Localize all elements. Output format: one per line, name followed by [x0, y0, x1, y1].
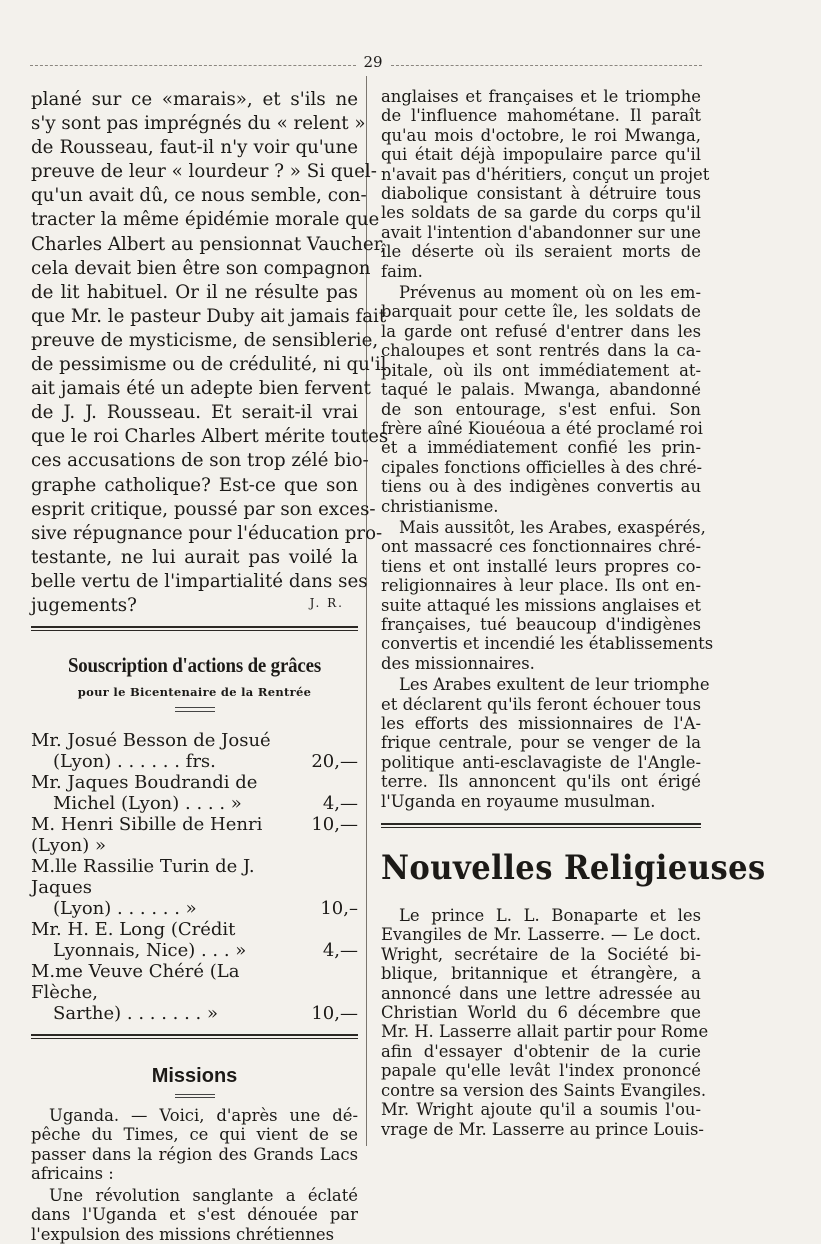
page-header [30, 53, 702, 72]
text-line: Christian World du 6 décembre que [381, 1003, 701, 1023]
subscription-entry [31, 793, 358, 814]
text-line: ces accusations de son trop zélé bio- [31, 450, 369, 472]
text-line: frère aîné Kiouéoua a été proclamé roi [381, 418, 703, 438]
right-column [381, 87, 766, 1139]
missions-paragraph [31, 1186, 358, 1244]
text-line: de J. J. Rousseau. Et serait-il vrai [31, 402, 358, 424]
header-rule-right [391, 65, 702, 66]
section-rule [381, 823, 701, 828]
uganda-paragraph-2 [381, 283, 701, 516]
text-line: ait jamais été un adepte bien fervent [31, 378, 371, 400]
text-line: Une révolution sanglante a éclaté [49, 1185, 358, 1205]
subscription-entry [31, 940, 358, 961]
text-line: les efforts des missionnaires de l'A- [381, 714, 701, 733]
text-line: dans l'Uganda et s'est dénouée par [31, 1205, 358, 1225]
text-line: papale qu'elle levât l'index prononcé [381, 1061, 701, 1081]
text-line: de pessimisme ou de crédulité, ni qu'il [31, 354, 387, 376]
text-line: religionnaires à leur place. Ils ont en- [381, 576, 701, 596]
subscription-list [31, 730, 358, 1024]
text-line: convertis et incendié les établissements [381, 634, 714, 654]
subscription-entry [31, 814, 358, 856]
text-line: taqué le palais. Mwanga, abandonné [381, 380, 701, 400]
subscription-entry [31, 919, 358, 940]
text-line: politique anti-esclavagiste de l'Angle- [381, 752, 701, 772]
left-column [31, 88, 389, 1244]
subscriber-name: M.me Veuve Chéré (La Flèche, [31, 961, 240, 1004]
text-line: belle vertu de l'impartialité dans ses [31, 570, 368, 592]
text-line: anglaises et françaises et le triomphe [381, 87, 701, 106]
text-line: de l'influence mahométane. Il paraît [381, 106, 701, 126]
article-continuation [31, 88, 389, 618]
text-line: s'y sont pas imprégnés du « relent » [31, 113, 366, 135]
news-paragraph [381, 906, 709, 1139]
text-line: terre. Ils annoncent qu'ils ont érigé [381, 772, 701, 792]
text-line: les soldats de sa garde du corps qu'il [381, 203, 701, 223]
text-line: vrage de Mr. Lasserre au prince Louis- [381, 1119, 704, 1139]
subscriber-name: M.lle Rassilie Turin de J. Jaques [31, 856, 255, 899]
subscriber-name: Mr. Jaques Boudrandi de [31, 772, 258, 794]
text-line: et a immédiatement confié les prin- [381, 438, 701, 458]
subscription-subheading: pour le Bicentenaire de la Rentrée [77, 685, 312, 700]
text-line: esprit critique, poussé par son exces- [31, 498, 376, 520]
uganda-paragraph-1 [381, 87, 710, 281]
text-line: qui était déjà impopulaire parce qu'il [381, 145, 701, 165]
subscriber-name: Michel (Lyon) . . . . » [53, 793, 242, 815]
subscription-amount: 10,– [320, 898, 358, 920]
text-line: que Mr. le pasteur Duby ait jamais fait [31, 305, 387, 327]
subscription-entry [31, 751, 358, 772]
text-line: plané sur ce «marais», et s'ils ne [31, 89, 358, 110]
uganda-paragraph-3 [381, 517, 714, 673]
text-line: diabolique consistant à détruire tous [381, 184, 701, 204]
text-line: passer dans la région des Grands Lacs [31, 1144, 358, 1164]
text-line: christianisme. [381, 496, 499, 516]
text-line: blique, britannique et étrangère, a [381, 964, 701, 984]
text-line: annoncé dans une lettre adressée au [381, 983, 701, 1003]
text-line: tiens ou à des indigènes convertis au [381, 477, 701, 497]
missions-intro [31, 1106, 358, 1184]
text-line: pitale, où ils ont immédiatement at- [381, 360, 701, 380]
subscription-entry [31, 730, 358, 751]
subscription-entry [31, 898, 358, 919]
text-line: barquait pour cette île, les soldats de [381, 302, 701, 322]
text-line: et déclarent qu'ils feront échouer tous [381, 694, 701, 714]
text-line: Mr. Wright ajoute qu'il a soumis l'ou- [381, 1100, 701, 1120]
text-line: que le roi Charles Albert mérite toutes [31, 426, 389, 448]
text-line: Mr. H. Lasserre allait partir pour Rome [381, 1022, 709, 1042]
uganda-paragraph-4 [381, 675, 710, 811]
text-line: Prévenus au moment où on les em- [399, 283, 701, 303]
text-line: pêche du Times, ce qui vient de se [31, 1125, 358, 1145]
text-line: qu'un avait dû, ce nous semble, con- [31, 185, 367, 207]
text-line: testante, ne lui aurait pas voilé la [31, 546, 358, 568]
subscription-heading: Souscription d'actions de grâces [67, 653, 322, 678]
subscription-amount: 10,— [311, 814, 358, 836]
short-rule [175, 711, 215, 712]
text-line: l'expulsion des missions chrétiennes [31, 1224, 335, 1244]
text-line: cela devait bien être son compagnon [31, 257, 371, 279]
text-line: sive répugnance pour l'éducation pro- [31, 522, 383, 544]
short-rule [175, 1097, 215, 1098]
text-line: de Rousseau, faut-il n'y voir qu'une [31, 137, 358, 159]
text-line: faim. [381, 261, 423, 281]
subscription-entry [31, 961, 358, 1003]
text-line: la garde ont refusé d'entrer dans les [381, 321, 701, 341]
text-line: ont massacré ces fonctionnaires chré- [381, 537, 701, 557]
text-line: cipales fonctions officielles à des chré- [381, 457, 703, 477]
text-line: Le prince L. L. Bonaparte et les [399, 906, 701, 926]
section-rule [31, 626, 358, 631]
text-line: preuve de mysticisme, de sensiblerie, [31, 329, 379, 351]
header-rule-left [30, 65, 356, 66]
text-line: Les Arabes exultent de leur triomphe [399, 675, 710, 695]
subscriber-name: M. Henri Sibille de Henri (Lyon) » [31, 814, 263, 857]
subscriber-name: Mr. Josué Besson de Josué [31, 730, 271, 752]
subscriber-name: Sarthe) . . . . . . . » [53, 1003, 219, 1025]
text-line: des missionnaires. [381, 653, 535, 673]
text-line: qu'au mois d'octobre, le roi Mwanga, [381, 125, 701, 145]
text-line: tracter la même épidémie morale que [31, 209, 380, 231]
text-line: avait l'intention d'abandonner sur une [381, 222, 701, 242]
text-line: frique centrale, pour se venger de la [381, 733, 701, 753]
subscription-amount: 20,— [311, 751, 358, 773]
text-line: Mais aussitôt, les Arabes, exaspérés, [399, 517, 706, 537]
subscription-entry [31, 856, 358, 898]
text-line: jugements? [31, 594, 137, 616]
subscriber-name: Lyonnais, Nice) . . . » [53, 940, 247, 962]
subscription-entry [31, 1003, 358, 1024]
text-line: chaloupes et sont rentrés dans la ca- [381, 341, 701, 361]
text-line: contre sa version des Saints Evangiles. [381, 1080, 707, 1100]
text-line: île déserte où ils seraient morts de [381, 242, 701, 262]
text-line: de son entourage, s'est enfui. Son [381, 399, 701, 419]
subscription-amount: 4,— [322, 793, 358, 815]
text-line: suite attaqué les missions anglaises et [381, 595, 701, 615]
subscription-amount: 10,— [311, 1003, 358, 1025]
subscriber-name: (Lyon) . . . . . . frs. [53, 751, 216, 773]
text-line: afin d'essayer d'obtenir de la curie [381, 1041, 701, 1061]
text-line: n'avait pas d'héritiers, conçut un projet [381, 164, 710, 184]
subscription-entry [31, 772, 358, 793]
text-line: Charles Albert au pensionnat Vaucher, [31, 233, 387, 255]
text-line: françaises, tué beaucoup d'indigènes [381, 614, 701, 634]
text-line: Evangiles de Mr. Lasserre. — Le doct. [381, 925, 701, 945]
text-line: tiens et ont installé leurs propres co- [381, 556, 701, 576]
text-line: graphe catholique? Est-ce que son [31, 474, 358, 496]
text-line: preuve de leur « lourdeur ? » Si quel- [31, 161, 377, 183]
short-rule [175, 707, 215, 708]
text-line: africains : [31, 1164, 114, 1184]
page-number: 29 [363, 53, 383, 71]
text-line: de lit habituel. Or il ne résulte pas [31, 281, 358, 303]
missions-heading: Missions [151, 1065, 238, 1088]
news-heading: Nouvelles Religieuses [381, 848, 766, 889]
text-line: Wright, secrétaire de la Société bi- [381, 944, 701, 964]
subscriber-name: Mr. H. E. Long (Crédit [31, 919, 236, 941]
section-rule [31, 1034, 358, 1039]
signature: J. R. [309, 596, 344, 611]
short-rule [175, 1094, 215, 1095]
subscription-amount: 4,— [322, 940, 358, 962]
text-line: Uganda. — Voici, d'après une dé- [49, 1106, 358, 1126]
subscriber-name: (Lyon) . . . . . . » [53, 898, 197, 920]
text-line: l'Uganda en royaume musulman. [381, 791, 656, 811]
